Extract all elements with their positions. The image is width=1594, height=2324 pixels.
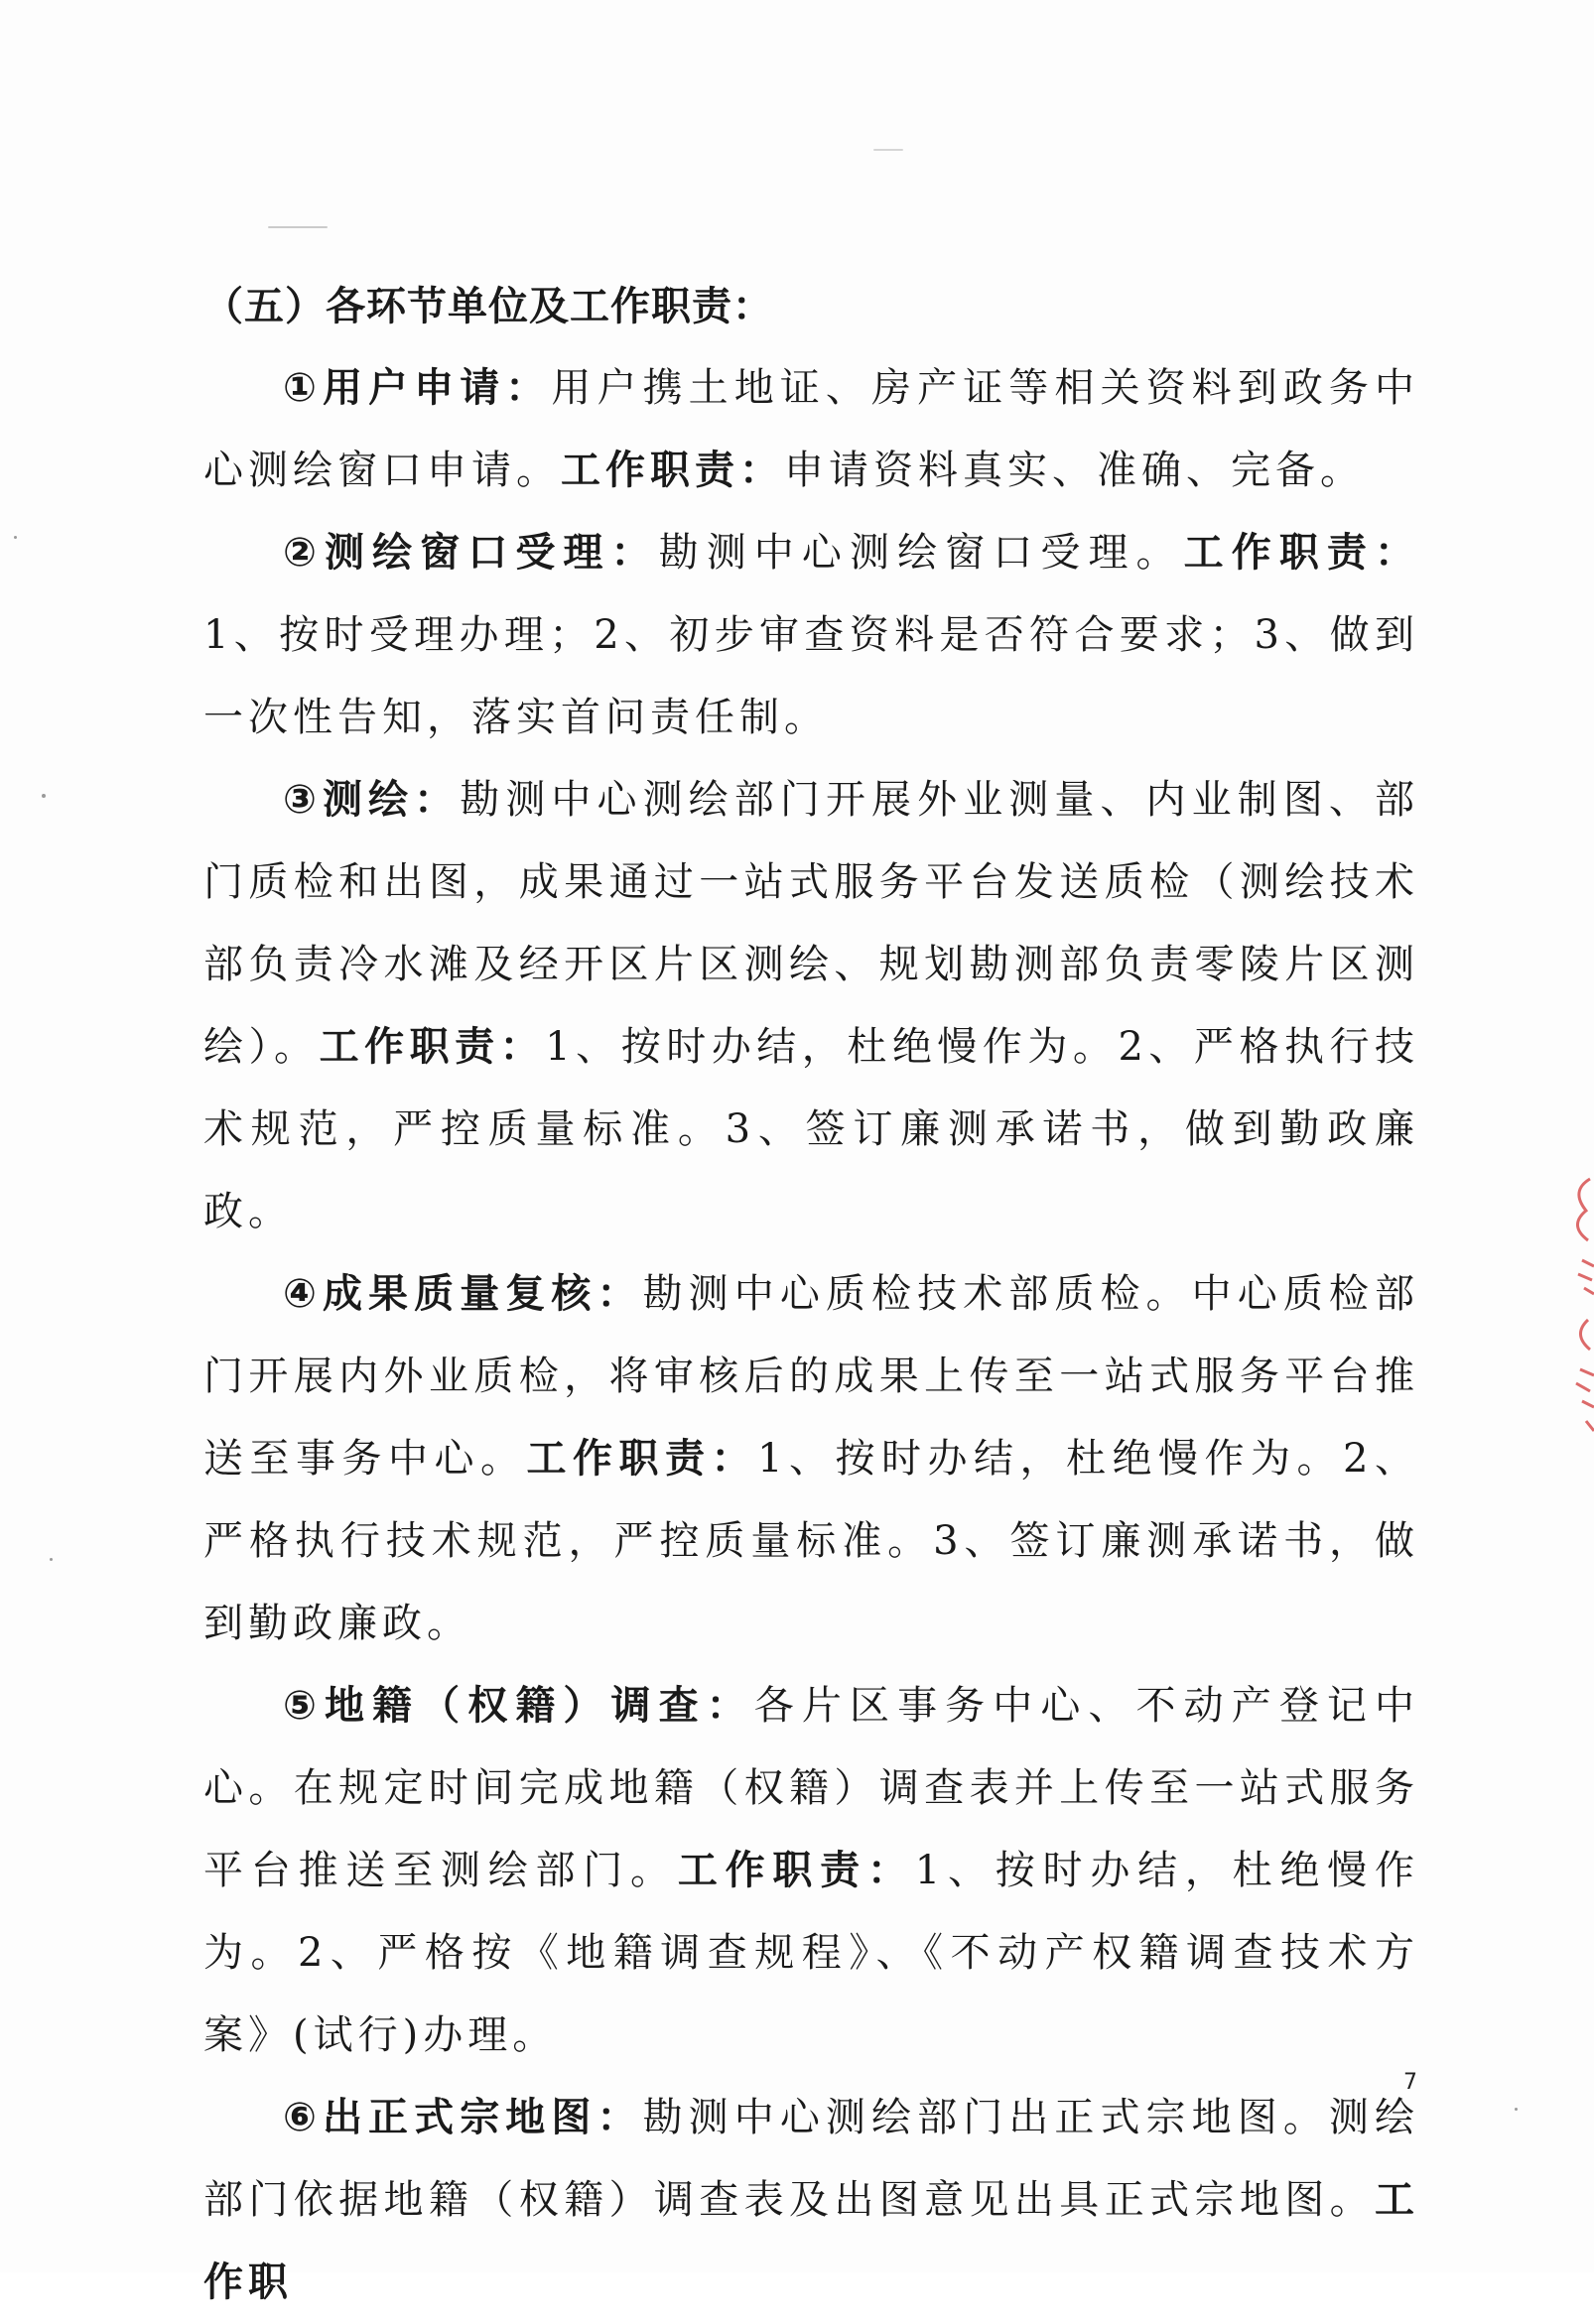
paragraph-title: ①用户申请： xyxy=(283,365,552,411)
paragraph-title: ⑤地籍（权籍）调查： xyxy=(283,1683,754,1729)
duty-label: 工作职责： xyxy=(526,1436,758,1482)
section-heading: （五）各环节单位及工作职责： xyxy=(203,284,773,329)
paragraph-text: 用户携土地证、房产证等相关资料到政务中心测绘窗口申请。 xyxy=(203,365,1419,493)
duty-text: 申请资料真实、准确、完备。 xyxy=(784,448,1365,493)
paragraph-title: ④成果质量复核： xyxy=(283,1271,643,1317)
duty-label: 工作职责： xyxy=(677,1848,915,1893)
paragraph-user-application xyxy=(203,347,1419,512)
duty-label: 工作职责： xyxy=(561,448,784,493)
scan-speck xyxy=(14,536,17,539)
paragraph-title: ⑥出正式宗地图： xyxy=(283,2095,643,2140)
paragraph-text: 勘测中心测绘部门出正式宗地图。测绘部门依据地籍（权籍）调查表及出图意见出具正式宗地图。 xyxy=(203,2095,1419,2223)
scan-speck xyxy=(873,149,903,151)
paragraph-parcel-map xyxy=(203,2077,1419,2324)
paragraph-text: 勘测中心测绘部门开展外业测量、内业制图、部门质检和出图，成果通过一站式服务平台发送质检（测绘技术部负责冷水滩及经开区片区测绘、规划勘测部负责零陵片区测绘）。 xyxy=(203,777,1420,1070)
seal-stamp-fragment xyxy=(1560,1171,1594,1439)
duty-text: 1、按时办结，杜绝慢作为。2、严格执行技术规范，严控质量标准。3、签订廉测承诺书，做到勤政廉政。 xyxy=(203,1024,1420,1234)
duty-label: 工作职 xyxy=(203,2177,1419,2305)
duty-text: 1、按时受理办理；2、初步审查资料是否符合要求；3、做到一次性告知，落实首问责任制。 xyxy=(203,612,1419,740)
scan-speck xyxy=(42,794,46,798)
scan-speck xyxy=(50,1558,53,1561)
paragraph-text: 勘测中心质检技术部质检。中心质检部门开展内外业质检，将审核后的成果上传至一站式服务平台推送至事务中心。 xyxy=(203,1271,1419,1482)
duty-label: 工作职责： xyxy=(319,1024,546,1070)
paragraph-text: 各片区事务中心、不动产登记中心。在规定时间完成地籍（权籍）调查表并上传至一站式服务平台推送至测绘部门。 xyxy=(203,1683,1419,1893)
duty-text: 1、按时办结，杜绝慢作为。2、严格按《地籍调查规程》、《不动产权籍调查技术方案》(试行)办理。 xyxy=(203,1848,1420,2058)
paragraph-cadastral-survey xyxy=(203,1665,1419,2077)
document-body xyxy=(203,266,1419,2324)
paragraph-title: ③测绘： xyxy=(283,777,461,823)
paragraph-quality-review xyxy=(203,1253,1419,1665)
duty-text: 1、按时办结，杜绝慢作为。2、严格执行技术规范，严控质量标准。3、签订廉测承诺书，做到勤政廉政。 xyxy=(203,1436,1420,1646)
paragraph-text: 勘测中心测绘窗口受理。 xyxy=(658,530,1184,576)
duty-label: 工作职责： xyxy=(1183,530,1420,576)
paragraph-title: ②测绘窗口受理： xyxy=(283,530,659,576)
paragraph-surveying xyxy=(203,759,1419,1253)
page-number: 7 xyxy=(1403,2070,1417,2095)
paragraph-window-acceptance xyxy=(203,512,1419,759)
scan-speck xyxy=(1515,2108,1518,2111)
scan-speck xyxy=(268,226,328,228)
